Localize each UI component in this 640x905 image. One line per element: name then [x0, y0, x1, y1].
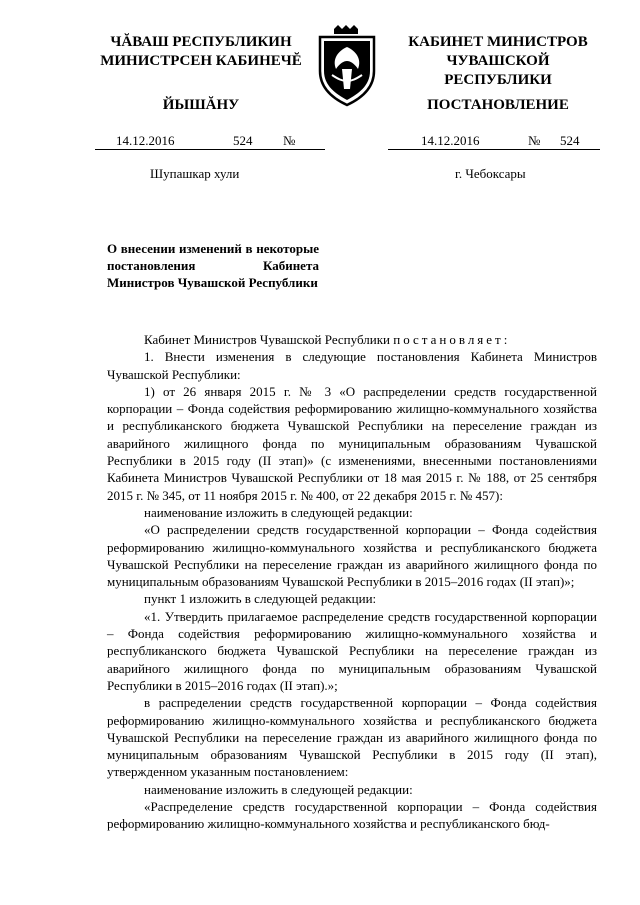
date-right: 14.12.2016: [421, 133, 480, 148]
body-paragraph: «Распределение средств государственной корпорации – Фонда содействия реформированию жилищно-коммунального хозяйства и республиканского бюд-: [107, 799, 597, 832]
header-left: [96, 33, 306, 71]
body-paragraph: 1) от 26 января 2015 г. № 3 «О распределении средств государственной корпорации – Фонда содействия реформированию жилищно-коммунального хозяйства и республиканского бюджета Чувашской Республики на переселение граждан из аварийного жилищного фонда по муниципальным образованиям Чувашской Республики в 2015 году (II этап)» (с изменениями, внесенными постановлениями Кабинета Министров Чувашской Республики от 18 мая 2015 г. № 188, от 25 сентября 2015 г. № 345, от 11 ноября 2015 г. № 400, от 22 декабря 2015 г. № 457):: [107, 383, 597, 503]
doc-type-right: ПОСТАНОВЛЕНИЕ: [427, 97, 569, 113]
place-left: Шупашкар хули: [150, 166, 240, 181]
header-left-line1: ЧĂВАШ РЕСПУБЛИКИН: [110, 34, 292, 50]
body-paragraph: «1. Утвердить прилагаемое распределение средств государственной корпорации – Фонда содействия реформированию жилищно-коммунального хозяйства и республиканского бюджета Чувашской Республики на переселение граждан из аварийного жилищного фонда по муниципальным образованиям Чувашской Республики в 2015–2016 годах (II этап).»;: [107, 608, 597, 693]
document-subject: О внесении изменений в некоторые постановления Кабинета Министров Чувашской Республики: [107, 241, 319, 290]
body-paragraph: наименование изложить в следующей редакции:: [144, 504, 413, 520]
doc-type-left: ЙЫШĂНУ: [162, 97, 240, 113]
coat-of-arms-emblem-icon: [312, 23, 382, 107]
number-right: 524: [560, 133, 580, 148]
header-right-line1: КАБИНЕТ МИНИСТРОВ: [408, 34, 588, 50]
document-body: [107, 331, 597, 833]
date-number-line-left: [95, 133, 325, 150]
body-paragraph: «О распределении средств государственной корпорации – Фонда содействия реформированию жилищно-коммунального хозяйства и республиканского бюджета Чувашской Республики на переселение граждан из аварийного жилищного фонда по муниципальным образованиям Чувашской Республики в 2015–2016 годах (II этап)»;: [107, 522, 597, 590]
header-left-line2: МИНИСТРСЕН КАБИНЕЧĔ: [100, 53, 302, 69]
number-sign-left: №: [283, 133, 296, 148]
body-paragraph: 1. Внести изменения в следующие постановления Кабинета Министров Чувашской Республики:: [107, 349, 597, 382]
body-paragraph: в распределении средств государственной корпорации – Фонда содействия реформированию жилищно-коммунального хозяйства и республиканского бюджета Чувашской Республики на переселение граждан из аварийного жилищного фонда по муниципальным образованиям Чувашской Республики в 2015 году (II этап), утвержденном указанным постановлением:: [107, 695, 597, 780]
number-left: 524: [233, 133, 253, 148]
intro-verb: постановляет:: [393, 332, 511, 347]
body-intro: [107, 331, 597, 348]
date-number-line-right: [388, 133, 600, 150]
number-sign-right: №: [528, 133, 541, 148]
place-right: г. Чебоксары: [455, 166, 526, 181]
intro-lead: Кабинет Министров Чувашской Республики: [144, 332, 394, 347]
body-paragraph: наименование изложить в следующей редакции:: [144, 781, 413, 797]
body-paragraph: пункт 1 изложить в следующей редакции:: [144, 591, 377, 607]
header-right: [392, 33, 604, 90]
date-left: 14.12.2016: [116, 133, 175, 148]
header-right-line2: ЧУВАШСКОЙ РЕСПУБЛИКИ: [444, 53, 552, 88]
